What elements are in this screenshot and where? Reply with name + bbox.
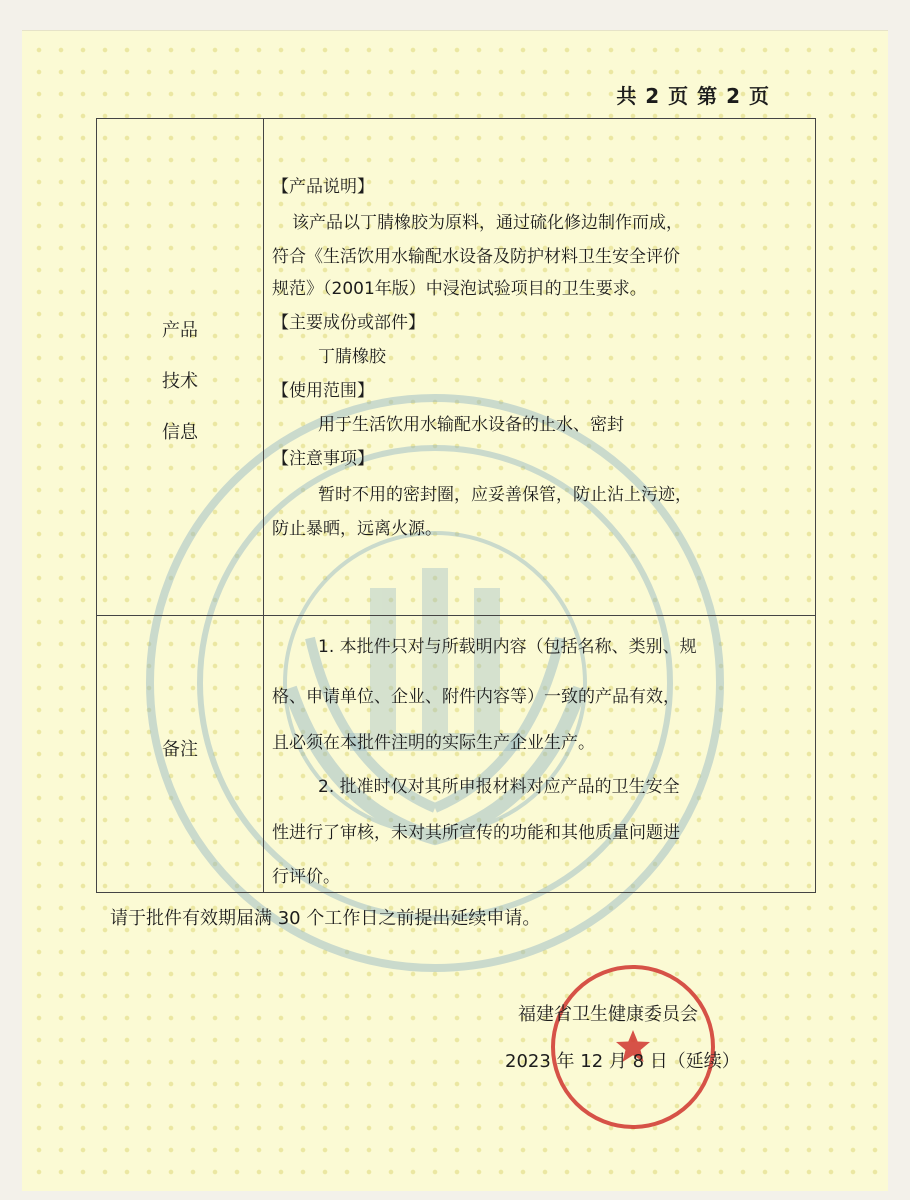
issuing-org: 福建省卫生健康委员会 [518, 1004, 698, 1025]
desc-line: 该产品以丁腈橡胶为原料，通过硫化修边制作而成， [292, 213, 683, 233]
components-heading: 【主要成份或部件】 [272, 313, 425, 333]
remark-line: 性进行了审核，未对其所宣传的功能和其他质量问题进 [272, 823, 680, 843]
notes-heading: 【注意事项】 [272, 449, 374, 469]
components-value: 丁腈橡胶 [318, 347, 386, 367]
table-column-divider [263, 118, 264, 893]
issue-date: 2023 年 12 月 8 日（延续） [505, 1051, 740, 1072]
product-tech-info-label: 产品 技术 信息 [162, 320, 198, 443]
page-number: 共 2 页 第 2 页 [616, 84, 770, 108]
table-row-divider [96, 615, 816, 616]
renewal-note: 请于批件有效期届满 30 个工作日之前提出延续申请。 [110, 908, 541, 929]
remark-line: 1. 本批件只对与所载明内容（包括名称、类别、规 [318, 637, 697, 657]
notes-line: 暂时不用的密封圈，应妥善保管，防止沾上污迹， [318, 485, 692, 505]
remark-line: 且必须在本批件注明的实际生产企业生产。 [272, 733, 595, 753]
remark-line: 2. 批准时仅对其所申报材料对应产品的卫生安全 [318, 777, 680, 797]
desc-heading: 【产品说明】 [272, 177, 374, 197]
remark-line: 格、申请单位、企业、附件内容等）一致的产品有效， [272, 687, 680, 707]
remarks-label: 备注 [162, 739, 198, 760]
desc-line: 符合《生活饮用水输配水设备及防护材料卫生安全评价 [272, 247, 680, 267]
desc-line: 规范》（2001年版）中浸泡试验项目的卫生要求。 [272, 279, 647, 299]
usage-heading: 【使用范围】 [272, 381, 374, 401]
remark-line: 行评价。 [272, 867, 340, 887]
notes-line: 防止暴晒，远离火源。 [272, 519, 442, 539]
usage-value: 用于生活饮用水输配水设备的止水、密封 [318, 415, 624, 435]
